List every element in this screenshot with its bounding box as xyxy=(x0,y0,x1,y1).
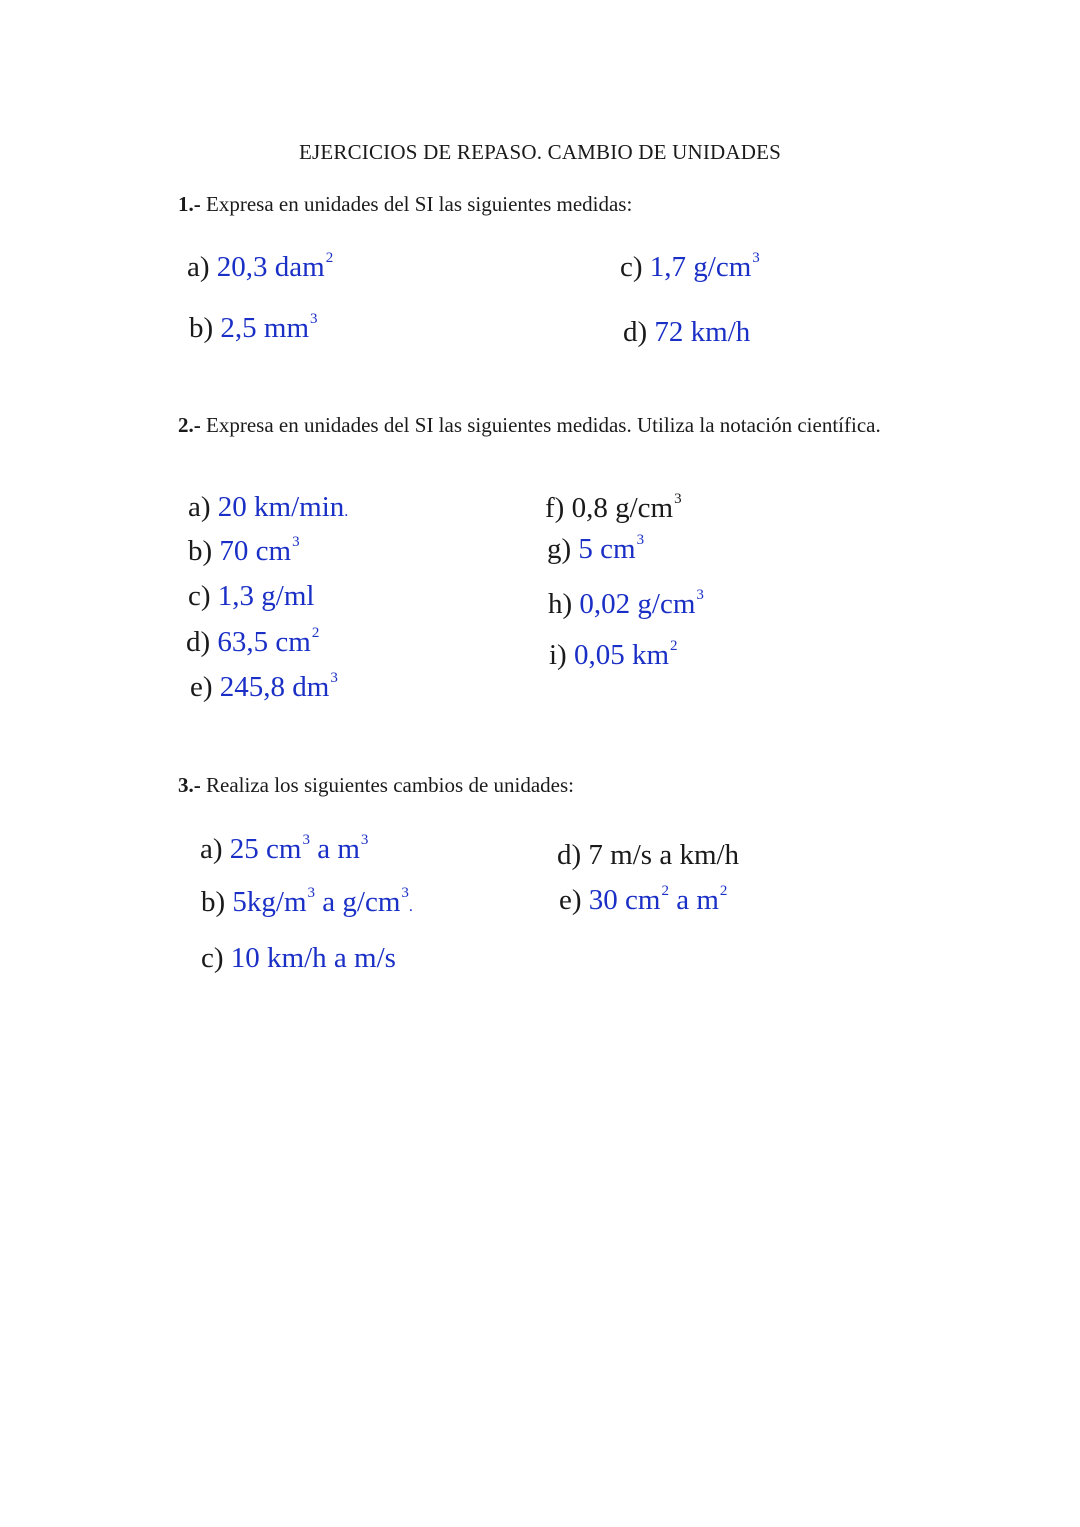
s3-item-b: b) $5kg/m^3$ a $g/cm^3$. xyxy=(201,885,413,918)
s1-item-c: c) 1,7 $g/cm^3$ xyxy=(620,250,760,283)
s1-item-a: a) 20,3 dam$^2$ xyxy=(187,250,334,283)
s2-item-f: f) 0,8 $g/cm^3$ xyxy=(545,491,682,524)
s2-item-h: h) 0,02 $g/cm^3$ xyxy=(548,587,704,620)
section-2-number: 2.- xyxy=(178,413,201,437)
s2-item-b: b) 70 $cm^3$ xyxy=(188,534,300,567)
s1-item-b: b) 2,5 $mm^3$ xyxy=(189,311,318,344)
section-2-heading xyxy=(178,413,881,438)
s2-item-a: a) 20 km/min. xyxy=(188,491,349,523)
s2-item-g: g) 5 $cm^3$ xyxy=(547,532,645,565)
section-3-heading xyxy=(178,773,574,798)
s2-item-c: c) 1,3 g/ml xyxy=(188,580,315,612)
section-1-heading xyxy=(178,192,632,217)
s3-item-c: c) 10 km/h a m/s xyxy=(201,942,396,974)
s3-item-a: a) 25 $cm^3$ a $m^3$ xyxy=(200,832,369,865)
worksheet-title: EJERCICIOS DE REPASO. CAMBIO DE UNIDADES xyxy=(298,140,782,164)
s2-item-i: i) 0,05 $km^2$ xyxy=(549,638,678,671)
s2-item-e: e) 245,8 $dm^3$ xyxy=(190,670,338,703)
s3-item-d: d) 7 m/s a km/h xyxy=(557,839,740,871)
s3-item-e: e) 30 $cm^2$ a $m^2$ xyxy=(559,883,728,916)
section-3-text: Realiza los siguientes cambios de unidades: xyxy=(200,773,574,797)
section-2-text: Expresa en unidades del SI las siguientes medidas. Utiliza la notación científica. xyxy=(200,413,881,437)
s2-item-d: d) 63,5 $cm^2$ xyxy=(186,625,320,658)
section-1-text: Expresa en unidades del SI las siguientes medidas: xyxy=(200,192,633,216)
section-3-number: 3.- xyxy=(178,773,201,797)
s1-item-d: d) 72 km/h xyxy=(623,316,751,348)
section-1-number: 1.- xyxy=(178,192,201,216)
